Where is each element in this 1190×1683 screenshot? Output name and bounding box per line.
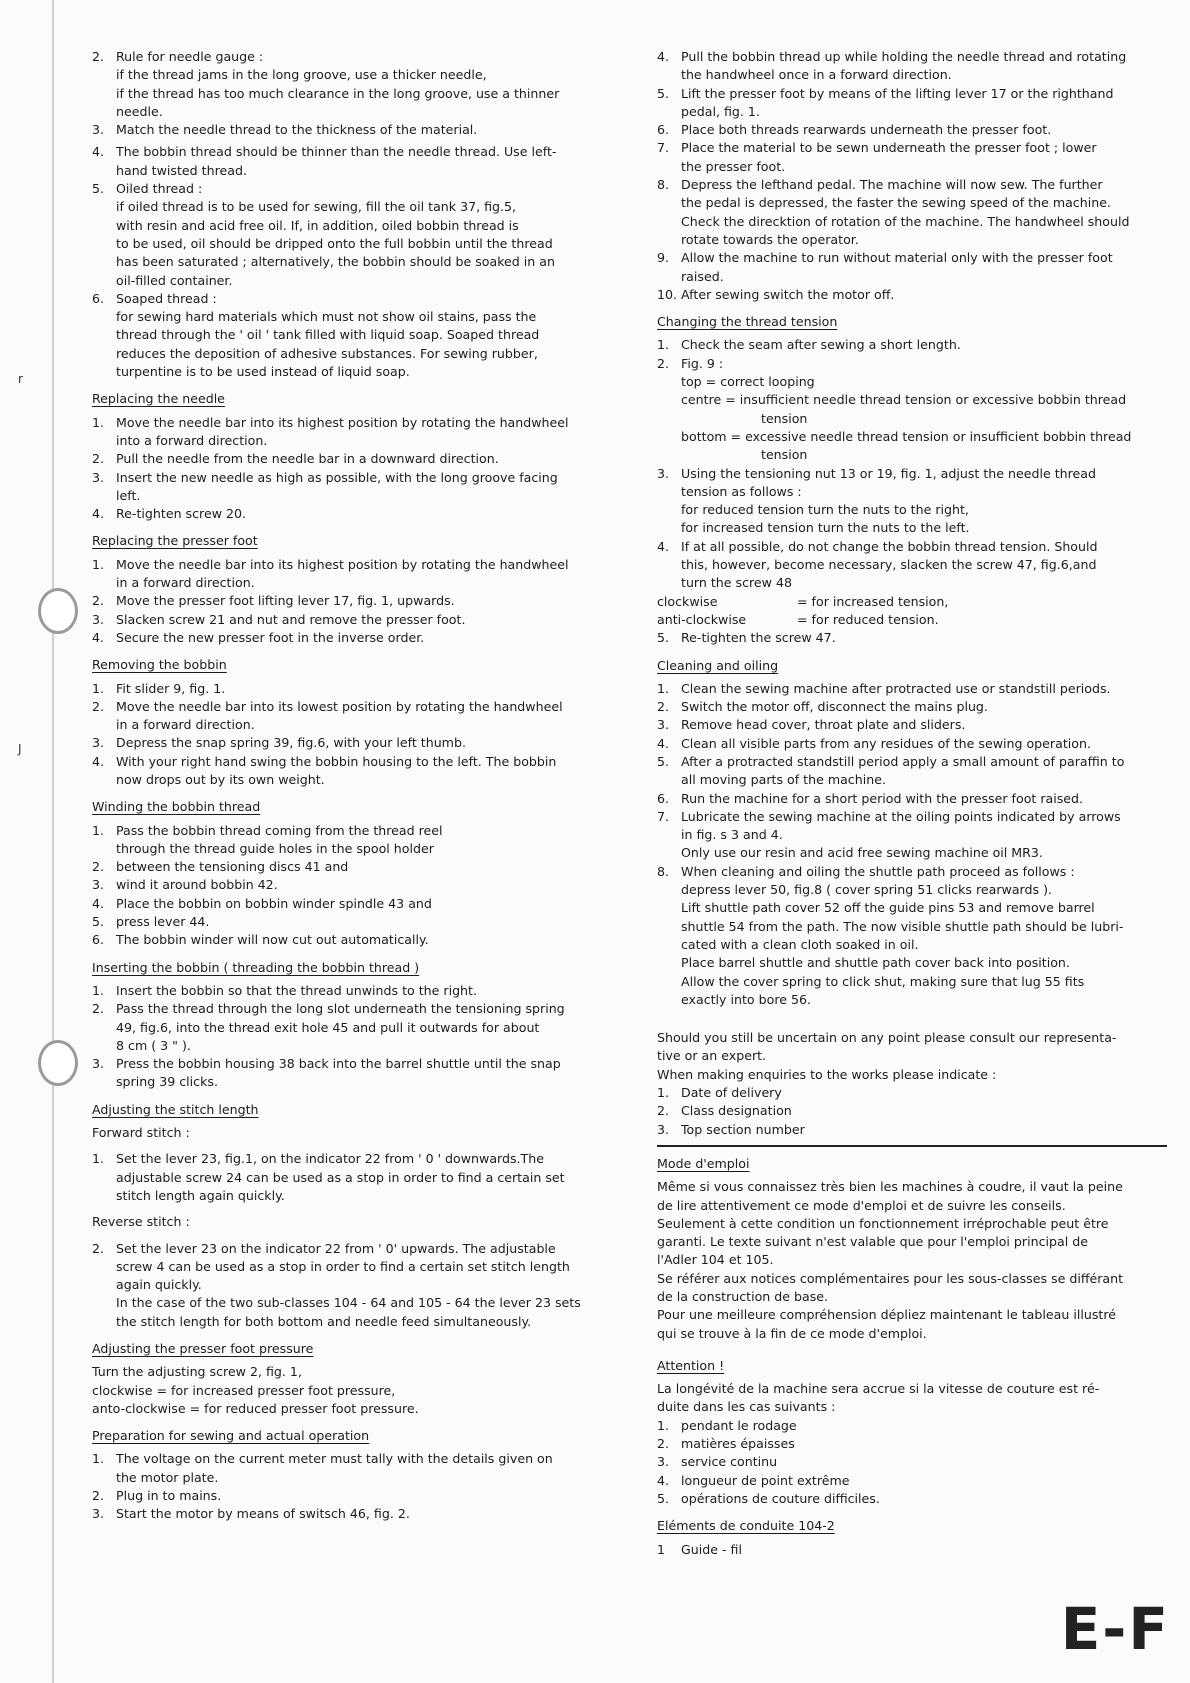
list-item: 3. Top section number <box>657 1121 805 1137</box>
section-heading: Mode d'emploi <box>657 1155 750 1171</box>
list-item: 2. Rule for needle gauge : if the thread jams in the long groove, use a thicker needle, if the thread has too much clearance in the long groove, use a thinner needle. <box>92 49 560 119</box>
margin-mark: r <box>18 372 23 386</box>
list-item: 7. Lubricate the sewing machine at the oiling points indicated by arrows in fig. s 3 and 4. Only use our resin and acid free sewing machine oil MR3. <box>657 808 1121 861</box>
list-item: 2. matières épaisses <box>657 1436 795 1452</box>
section-heading: Replacing the presser foot <box>92 533 258 549</box>
forward-stitch-label: Forward stitch : <box>92 1125 190 1141</box>
section-heading: Eléments de conduite 104-2 <box>657 1518 835 1534</box>
list-item: 2. Plug in to mains. <box>92 1488 222 1504</box>
list-item: 1. The voltage on the current meter must tally with the details given on the motor plate. <box>92 1451 553 1485</box>
list-item: 5. press lever 44. <box>92 914 210 930</box>
list-item: 1. Fit slider 9, fig. 1. <box>92 680 226 696</box>
margin-mark: J <box>18 742 22 756</box>
list-item: 2. Fig. 9 : top = correct looping centre = insufficient needle thread tension or excessive bobbin thread tension bottom = excessive needle thread tension or insufficient bobbin thread tension <box>657 355 1132 463</box>
page-edge <box>52 0 54 1683</box>
list-item: 1. Date of delivery <box>657 1085 782 1101</box>
list-item: 2. Pass the thread through the long slot underneath the tensioning spring 49, fig.6, into the thread exit hole 45 and pull it outwards for about 8 cm ( 3 " ). <box>92 1001 565 1053</box>
section-inserting-bobbin <box>92 950 612 1092</box>
section-mode-emploi: Mode d'emploi Même si vous connaissez très bien les machines à coudre, il vaut la peine de lire attentivement ce mode d'emploi et de suivre les conseils. Seulement à cette condition un fonctionnement irréprochable peut être garanti. Le texte suivant n'est valable que pour l'emploi principal de l'Adler 104 et 105. Se référer aux notices complémentaires pour les sous-classes se différant de la construction de base. Pour une meilleure compréhension dépliez maintenant le tableau illustré qui se trouve à la fin de ce mode d'emploi. <box>657 1155 1124 1341</box>
punch-hole <box>38 1040 78 1086</box>
list-item: 3. Remove head cover, throat plate and sliders. <box>657 717 966 733</box>
list-item: 4. longueur de point extrême <box>657 1472 850 1488</box>
section-winding-bobbin <box>92 789 612 949</box>
list-item: 1. pendant le rodage <box>657 1417 797 1433</box>
list-item: 2. Class designation <box>657 1103 792 1119</box>
section-elements <box>657 1508 1167 1559</box>
list-item: 4. The bobbin thread should be thinner than the needle thread. Use left- hand twisted thread. <box>92 144 557 178</box>
section-attention: Attention ! La longévité de la machine sera accrue si la vitesse de couture est ré- duite dans les cas suivants : 1. pendant le rodage 2. matières épaisses 3. service continu 4. longueur de point extrême 5. opérations de couture difficiles. <box>657 1343 1167 1508</box>
list-item: 2. Switch the motor off, disconnect the mains plug. <box>657 699 988 715</box>
list-item: 1. Pass the bobbin thread coming from the thread reel through the thread guide holes in the spool holder <box>92 822 443 856</box>
needle-rules <box>92 48 612 381</box>
list-item: 3. Press the bobbin housing 38 back into the barrel shuttle until the snap spring 39 clicks. <box>92 1056 561 1090</box>
section-removing-bobbin <box>92 647 612 789</box>
list-item: 6. Place both threads rearwards underneath the presser foot. <box>657 122 1052 138</box>
left-column <box>92 48 612 1524</box>
list-item: 4. Place the bobbin on bobbin winder spindle 43 and <box>92 895 432 911</box>
list-item: 1. Check the seam after sewing a short length. <box>657 337 961 353</box>
section-heading: Adjusting the presser foot pressure <box>92 1341 314 1356</box>
list-item: 4. Re-tighten screw 20. <box>92 506 247 522</box>
section-heading: Preparation for sewing and actual operation <box>92 1428 370 1444</box>
section-heading: Cleaning and oiling <box>657 657 779 673</box>
list-item: 6. Soaped thread : for sewing hard materials which must not show oil stains, pass the thread through the ' oil ' tank filled with liquid soap. Soaped thread reduces the deposition of adhesive substances. For sewing rubber, turpentine is to be used instead of liquid soap. <box>92 290 540 380</box>
list-item: 5. Re-tighten the screw 47. <box>657 630 836 646</box>
section-replacing-needle <box>92 381 612 523</box>
list-item: 4. With your right hand swing the bobbin housing to the left. The bobbin now drops out by its own weight. <box>92 753 557 787</box>
list-item: 4. If at all possible, do not change the bobbin thread tension. Should this, however, become necessary, slacken the screw 47, fig.6,and turn the screw 48 <box>657 538 1098 591</box>
list-item: 8. Depress the lefthand pedal. The machine will now sew. The further the pedal is depressed, the faster the sewing speed of the machine. Check the direcktion of rotation of the machine. The handwheel should rotate towards the operator. <box>657 177 1130 247</box>
list-item: 4. Secure the new presser foot in the inverse order. <box>92 629 425 645</box>
list-item: 7. Place the material to be sewn underneath the presser foot ; lower the presser foot. <box>657 140 1097 174</box>
list-item: 4. Pull the bobbin thread up while holding the needle thread and rotating the handwheel once in a forward direction. <box>657 49 1127 83</box>
list-item: 3. service continu <box>657 1454 778 1470</box>
section-heading: Removing the bobbin <box>92 657 227 673</box>
section-heading: Changing the thread tension <box>657 314 838 330</box>
list-item: 1. Clean the sewing machine after protracted use or standstill periods. <box>657 680 1111 696</box>
list-item: 2. Move the needle bar into its lowest position by rotating the handwheel in a forward direction. <box>92 698 563 733</box>
list-item: 2. Set the lever 23 on the indicator 22 from ' 0' upwards. The adjustable screw 4 can be used as a stop in order to find a certain set stitch length again quickly. In the case of the two sub-classes 104 - 64 and 105 - 64 the lever 23 sets the stitch length for both bottom and needle feed simultaneously. <box>92 1240 581 1329</box>
list-item: 2. Move the presser foot lifting lever 17, fig. 1, upwards. <box>92 593 455 609</box>
list-item: 2. between the tensioning discs 41 and <box>92 859 349 875</box>
section-presser-pressure: Adjusting the presser foot pressure Turn the adjusting screw 2, fig. 1, clockwise = for increased presser foot pressure, anto-clockwise = for reduced presser foot pressure. <box>92 1341 419 1416</box>
section-preparation <box>92 1418 612 1523</box>
divider <box>657 1145 1167 1147</box>
section-heading: Attention ! <box>657 1357 725 1373</box>
right-column <box>657 48 1167 1559</box>
list-item: 5. Oiled thread : if oiled thread is to be used for sewing, fill the oil tank 37, fig.5, with resin and acid free oil. If, in addition, oiled bobbin thread is to be used, oil should be dripped onto the full bobbin until the thread has been saturated ; alternatively, the bobbin should be soaked in an oil-filled container. <box>92 181 555 288</box>
list-item: 1 Guide - fil <box>657 1541 742 1557</box>
section-thread-tension <box>657 304 1167 647</box>
list-item: 5. opérations de couture difficiles. <box>657 1490 880 1506</box>
list-item: 3. Insert the new needle as high as possible, with the long groove facing left. <box>92 469 558 503</box>
list-item: 2. Pull the needle from the needle bar in a downward direction. <box>92 451 499 467</box>
section-heading: Replacing the needle <box>92 391 225 407</box>
clockwise-row: clockwise = for increased tension, <box>657 593 949 609</box>
section-heading: Inserting the bobbin ( threading the bobbin thread ) <box>92 959 420 975</box>
section-replacing-presser-foot <box>92 523 612 647</box>
section-heading: Adjusting the stitch length <box>92 1101 259 1117</box>
section-heading: Winding the bobbin thread <box>92 799 261 815</box>
enquiries-block: Should you still be uncertain on any point please consult our representa- tive or an expert. When making enquiries to the works please indicate : 1. Date of delivery 2. Class designation 3. Top section number <box>657 1029 1167 1139</box>
list-item: 3. Start the motor by means of switsch 46, fig. 2. <box>92 1506 410 1522</box>
list-item: 4. Clean all visible parts from any residues of the sewing operation. <box>657 735 1091 751</box>
list-item: 10. After sewing switch the motor off. <box>657 286 895 302</box>
punch-hole <box>38 588 78 634</box>
list-item: 5. Lift the presser foot by means of the lifting lever 17 or the righthand pedal, fig. 1. <box>657 85 1114 119</box>
list-item: 8. When cleaning and oiling the shuttle path proceed as follows : depress lever 50, fig.8 ( cover spring 51 clicks rearwards ). Lift shuttle path cover 52 off the guide pins 53 and remove barrel shuttle 54 from the path. The now visible shuttle path should be lubri- cated with a clean cloth soaked in oil. Place barrel shuttle and shuttle path cover back into position. Allow the cover spring to click shut, making sure that lug 55 fits exactly into bore 56. <box>657 863 1124 1007</box>
list-item: 1. Insert the bobbin so that the thread unwinds to the right. <box>92 982 477 998</box>
language-badge: E-F <box>1060 1595 1170 1663</box>
list-item: 1. Move the needle bar into its highest position by rotating the handwheel into a forward direction. <box>92 414 569 448</box>
list-item: 3. Depress the snap spring 39, fig.6, with your left thumb. <box>92 735 466 751</box>
list-item: 3. Using the tensioning nut 13 or 19, fig. 1, adjust the needle thread tension as follows : for reduced tension turn the nuts to the right, for increased tension turn the nuts to the left. <box>657 465 1096 536</box>
reverse-stitch-label: Reverse stitch : <box>92 1214 190 1230</box>
anticlockwise-row: anti-clockwise = for reduced tension. <box>657 611 939 627</box>
list-item: 1. Set the lever 23, fig.1, on the indicator 22 from ' 0 ' downwards.The adjustable screw 24 can be used as a stop in order to find a certain set stitch length again quickly. <box>92 1151 565 1203</box>
list-item: 6. The bobbin winder will now cut out automatically. <box>92 932 429 948</box>
list-item: 1. Move the needle bar into its highest position by rotating the handwheel in a forward direction. <box>92 556 569 591</box>
list-item: 9. Allow the machine to run without material only with the presser foot raised. <box>657 250 1113 284</box>
section-stitch-length <box>92 1092 612 1331</box>
list-item: 3. Slacken screw 21 and nut and remove the presser foot. <box>92 611 466 627</box>
section-cleaning-oiling <box>657 648 1167 1010</box>
list-item: 3. Match the needle thread to the thickness of the material. <box>92 122 478 138</box>
operation-steps <box>657 48 1167 304</box>
list-item: 3. wind it around bobbin 42. <box>92 877 278 893</box>
list-item: 5. After a protracted standstill period apply a small amount of paraffin to all moving parts of the machine. <box>657 753 1125 788</box>
list-item: 6. Run the machine for a short period with the presser foot raised. <box>657 790 1084 806</box>
